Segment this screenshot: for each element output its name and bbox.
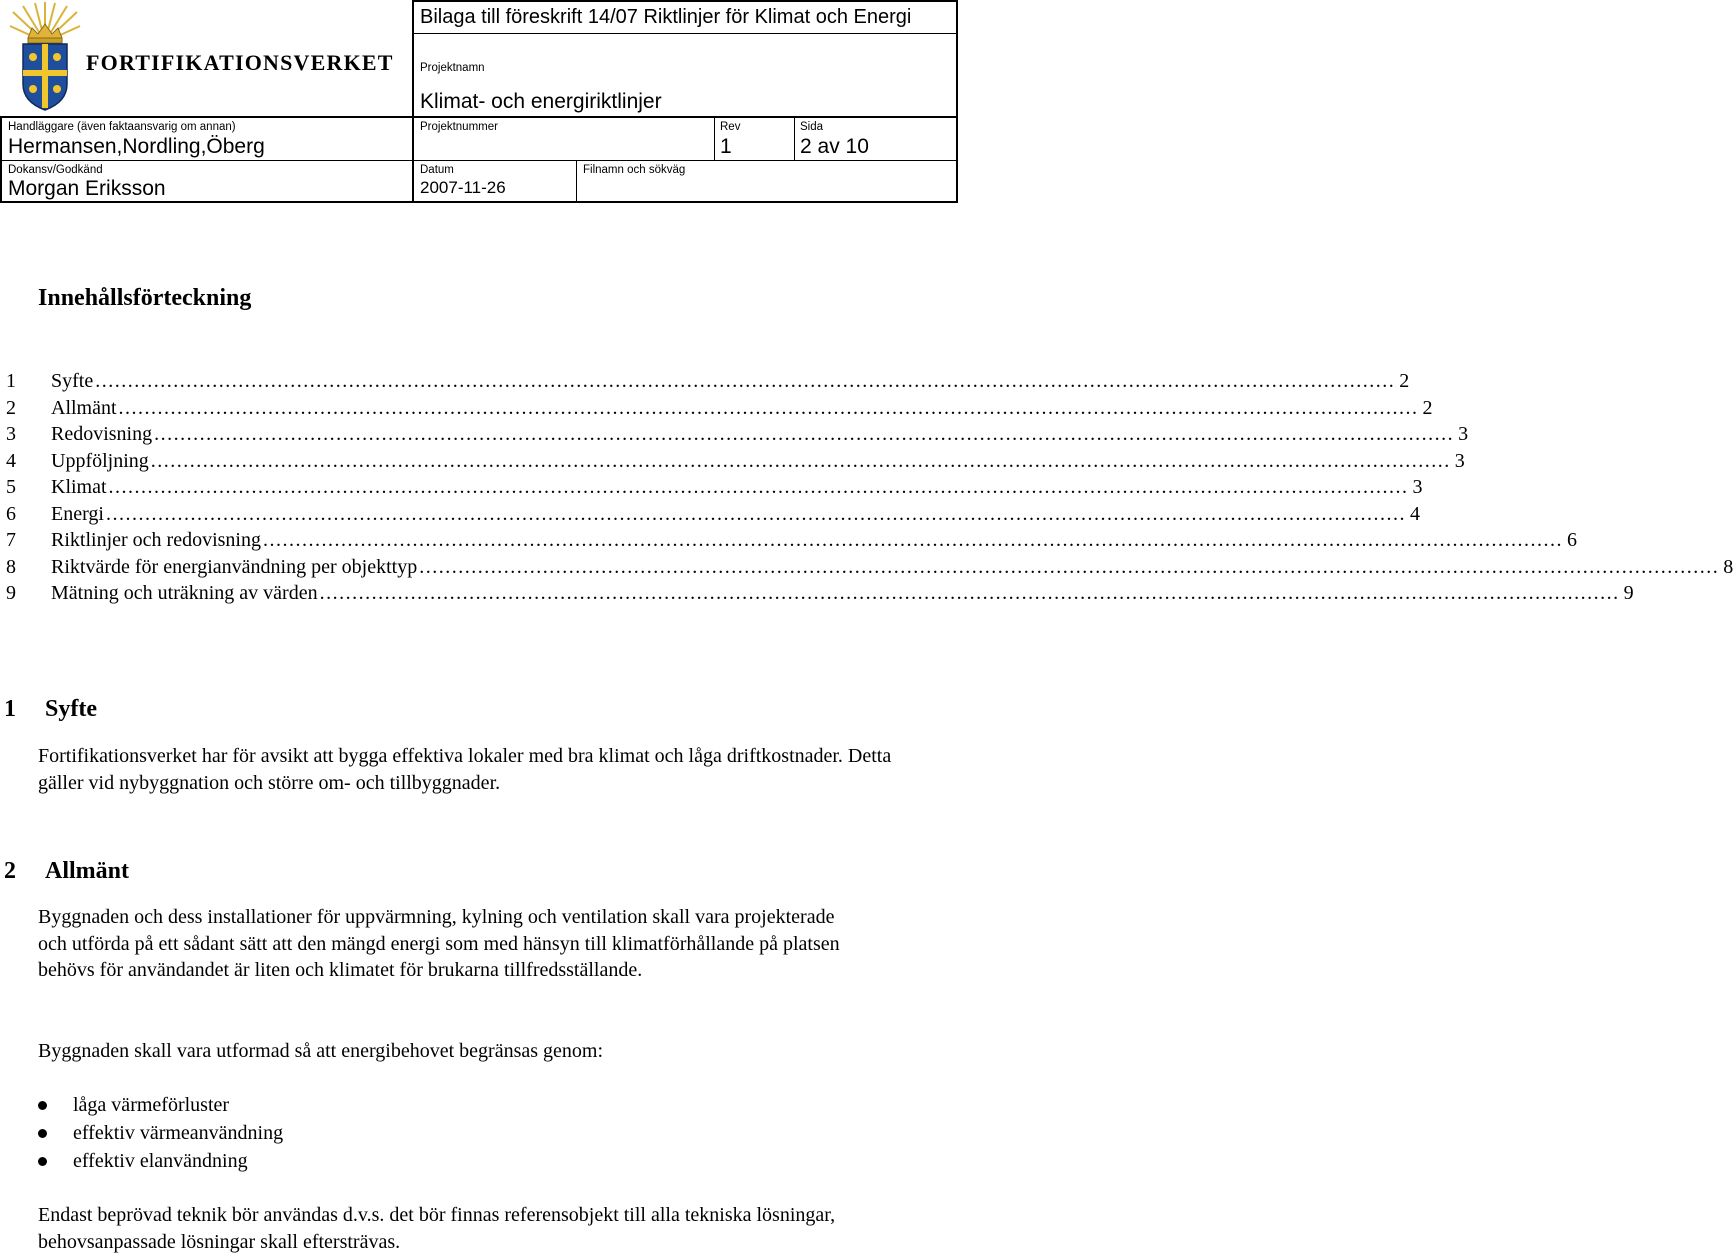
date-label: Datum bbox=[420, 164, 454, 176]
project-name-value: Klimat- och energiriktlinjer bbox=[420, 90, 662, 113]
toc-entry-number: 1 bbox=[6, 370, 16, 392]
toc-entry-number: 3 bbox=[6, 423, 16, 445]
toc-entry[interactable] bbox=[6, 395, 1433, 422]
header-divider bbox=[714, 116, 715, 160]
toc-dot-leader: ........................................................................................................................................................................................................ bbox=[150, 449, 1451, 472]
table-of-contents bbox=[6, 368, 1733, 607]
rev-label: Rev bbox=[720, 121, 741, 133]
header-divider bbox=[0, 116, 2, 203]
approver-value: Morgan Eriksson bbox=[8, 177, 166, 200]
bullet-list bbox=[38, 1091, 838, 1175]
header-divider bbox=[412, 0, 414, 203]
project-number-label: Projektnummer bbox=[420, 121, 498, 133]
header-divider bbox=[0, 201, 958, 203]
list-item bbox=[38, 1091, 838, 1119]
toc-dot-leader: ........................................................................................................................................................................................................ bbox=[154, 423, 1455, 445]
rev-value: 1 bbox=[720, 135, 732, 158]
toc-entry-number: 9 bbox=[6, 582, 16, 604]
toc-entry-title: Riktvärde för energianvändning per objekttyp bbox=[51, 555, 418, 578]
toc-entry-number: 6 bbox=[6, 502, 16, 525]
paragraph: Byggnaden skall vara utformad så att energibehovet begränsas genom: bbox=[38, 1040, 604, 1062]
toc-entry-page: 2 bbox=[1422, 396, 1433, 419]
toc-entry-number: 2 bbox=[6, 396, 16, 419]
header-divider bbox=[576, 160, 577, 203]
paragraph: Fortifikationsverket har för avsikt att bygga effektiva lokaler med bra klimat och låga driftkostnader. Detta gäller vid nybyggnation och större om- och tillbyggnader. bbox=[38, 745, 892, 794]
list-item-text: effektiv värmeanvändning bbox=[73, 1122, 284, 1144]
toc-entry[interactable] bbox=[6, 527, 1577, 554]
toc-entry-title: Redovisning bbox=[51, 423, 153, 445]
date-value: 2007-11-26 bbox=[420, 178, 506, 197]
header-divider bbox=[0, 116, 958, 118]
section-heading-syfte bbox=[4, 696, 97, 723]
handler-label: Handläggare (även faktaansvarig om annan) bbox=[8, 121, 236, 133]
toc-dot-leader: ........................................................................................................................................................................................................ bbox=[419, 555, 1720, 578]
header-divider bbox=[0, 160, 958, 161]
toc-entry-page: 3 bbox=[1454, 449, 1465, 472]
page-value: 2 av 10 bbox=[800, 135, 869, 158]
toc-entry-title: Allmänt bbox=[51, 396, 117, 419]
document-header bbox=[0, 0, 958, 203]
toc-entry[interactable] bbox=[6, 501, 1420, 528]
filename-label: Filnamn och sökväg bbox=[583, 164, 686, 176]
logo-area bbox=[0, 0, 412, 116]
section-title: Allmänt bbox=[45, 858, 129, 884]
toc-entry-title: Riktlinjer och redovisning bbox=[51, 529, 261, 551]
toc-dot-leader: ........................................................................................................................................................................................................ bbox=[319, 582, 1620, 604]
toc-dot-leader: ........................................................................................................................................................................................................ bbox=[105, 502, 1406, 525]
list-item-text: effektiv elanvändning bbox=[73, 1150, 248, 1172]
coat-of-arms-logo bbox=[8, 2, 82, 116]
bullet-icon bbox=[38, 1129, 47, 1138]
header-divider bbox=[794, 116, 795, 160]
toc-entry-page: 3 bbox=[1458, 423, 1469, 445]
toc-dot-leader: ........................................................................................................................................................................................................ bbox=[108, 476, 1409, 498]
bullet-icon bbox=[38, 1101, 47, 1110]
toc-entry-page: 4 bbox=[1409, 502, 1420, 525]
toc-entry[interactable] bbox=[6, 580, 1634, 607]
toc-dot-leader: ........................................................................................................................................................................................................ bbox=[95, 370, 1396, 392]
header-divider bbox=[956, 0, 958, 203]
page-label: Sida bbox=[800, 121, 824, 133]
toc-entry-page: 2 bbox=[1399, 370, 1410, 392]
toc-entry[interactable] bbox=[6, 368, 1410, 395]
handler-value: Hermansen,Nordling,Öberg bbox=[8, 135, 265, 158]
list-item-text: låga värmeförluster bbox=[73, 1094, 230, 1116]
toc-entry-page: 9 bbox=[1623, 582, 1634, 604]
section-number: 1 bbox=[4, 696, 16, 722]
bullet-icon bbox=[38, 1157, 47, 1166]
toc-entry-title: Uppföljning bbox=[51, 449, 149, 472]
list-item bbox=[38, 1147, 838, 1175]
section-number: 2 bbox=[4, 858, 16, 884]
paragraph: Byggnaden och dess installationer för uppvärmning, kylning och ventilation skall vara projekterade och utförda på ett sådant sätt att den mängd energi som med hänsyn till klimatförhållande på platsen behövs för användandet är liten och klimatet för brukarna tillfredsställande. bbox=[38, 906, 840, 981]
toc-dot-leader: ........................................................................................................................................................................................................ bbox=[262, 529, 1563, 551]
section-title: Syfte bbox=[45, 696, 97, 722]
toc-entry-page: 6 bbox=[1566, 529, 1577, 551]
header-divider bbox=[412, 0, 958, 2]
toc-entry-number: 5 bbox=[6, 476, 16, 498]
toc-entry-number: 4 bbox=[6, 449, 16, 472]
toc-dot-leader: ........................................................................................................................................................................................................ bbox=[118, 396, 1419, 419]
toc-entry-page: 3 bbox=[1412, 476, 1423, 498]
toc-entry[interactable] bbox=[6, 474, 1423, 501]
toc-entry[interactable] bbox=[6, 554, 1733, 581]
project-name-label: Projektnamn bbox=[420, 62, 485, 74]
toc-entry-title: Klimat bbox=[51, 476, 107, 498]
header-divider bbox=[412, 33, 958, 34]
document-title: Bilaga till föreskrift 14/07 Riktlinjer för Klimat och Energi bbox=[420, 6, 912, 28]
toc-entry[interactable] bbox=[6, 448, 1465, 475]
brand-name: FORTIFIKATIONSVERKET bbox=[86, 50, 394, 75]
paragraph: Endast beprövad teknik bör användas d.v.s. det bör finnas referensobjekt till alla tekniska lösningar, behovsanpassade lösningar skall eftersträvas. bbox=[38, 1204, 836, 1253]
toc-entry[interactable] bbox=[6, 421, 1469, 448]
section-heading-allmant bbox=[4, 858, 129, 885]
approver-label: Dokansv/Godkänd bbox=[8, 164, 103, 176]
toc-entry-title: Syfte bbox=[51, 370, 94, 392]
toc-heading: Innehållsförteckning bbox=[38, 285, 252, 311]
list-item bbox=[38, 1119, 838, 1147]
toc-entry-number: 7 bbox=[6, 529, 16, 551]
toc-entry-title: Mätning och uträkning av värden bbox=[51, 582, 318, 604]
toc-entry-page: 8 bbox=[1723, 555, 1733, 578]
toc-entry-number: 8 bbox=[6, 555, 16, 578]
toc-entry-title: Energi bbox=[51, 502, 104, 525]
